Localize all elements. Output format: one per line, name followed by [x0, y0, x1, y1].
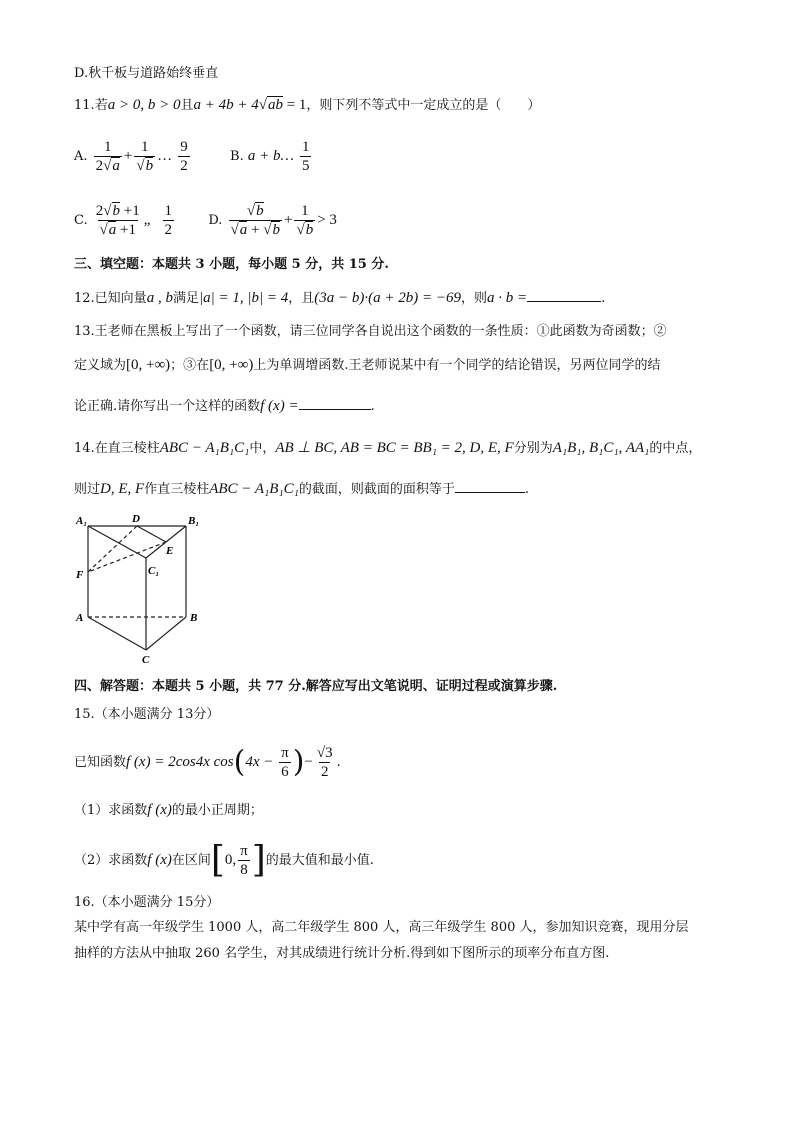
- q14-answer-blank[interactable]: [455, 480, 525, 493]
- q14-line1: 14.在直三棱柱ABC − A₁B₁C₁中，AB ⊥ BC, AB = BC = BB₁ = 2, D, E, F分别为A₁B₁, B₁C₁, AA₁的中点，: [74, 440, 702, 456]
- edge-b-c: [146, 617, 186, 650]
- section4-heading: 四、解答题：本题共 5 小题，共 77 分.解答应写出文笔说明、证明过程或演算步骤.: [74, 679, 558, 694]
- q12-stem: 12.已知向量a , b满足|a| = 1, |b| = 4，且(3a − b)·(a + 2b) = −69，则a · b = .: [74, 290, 606, 306]
- q11-option-a: A. $\frac{1}{2√a}$ + $\frac{1}{√b}$ … $\frac{9}{2}$: [74, 139, 188, 174]
- q11-stem: 11.若a > 0, b > 0且a + 4b + 4√ab = 1，则下列不等式中一定成立的是（ ）: [74, 97, 541, 113]
- q13-line1: 13.王老师在黑板上写出了一个函数，请三位同学各自说出这个函数的一条性质：①此函数为奇函数；②: [74, 324, 667, 339]
- q12-answer-blank[interactable]: [527, 289, 601, 302]
- q15-given: 已知函数f (x) = 2cos4x cos(4x − $\frac{\pi}{6}$ )− $\frac{√3}{2}$ .: [74, 744, 341, 780]
- q15-part1: （1）求函数f (x)的最小正周期；: [74, 802, 263, 818]
- q16-line1: 某中学有高一年级学生 1000 人，高二年级学生 800 人，高三年级学生 800 人，参加知识竞赛，现用分层: [74, 920, 689, 935]
- q15-part2: （2）求函数f (x)在区间[0, $\frac{\pi}{8}$ ]的最大值和最小值.: [74, 839, 374, 881]
- label-c: C: [142, 654, 150, 666]
- label-a1: A₁: [76, 515, 88, 527]
- q11-option-d: D. $\frac{√b}{√a + √b}$ + $\frac{1}{√b}$ > 3: [208, 203, 337, 238]
- label-a: A: [76, 612, 84, 624]
- q13-line2: 定义域为[0, +∞)；③在[0, +∞)上为单调增函数.王老师说某中有一个同学的结论错误，另两位同学的结: [74, 357, 661, 373]
- q13-line3: 论正确.请你写出一个这样的函数f (x) = .: [74, 398, 375, 414]
- label-f: F: [76, 569, 84, 581]
- label-b: B: [190, 612, 198, 624]
- label-b1: B₁: [188, 515, 200, 527]
- label-d: D: [132, 513, 140, 525]
- q13-answer-blank[interactable]: [299, 397, 371, 410]
- q11-option-b: B. a + b… $\frac{1}{5}$: [230, 139, 310, 174]
- q15-title: 15.（本小题满分 13分）: [74, 707, 220, 722]
- q16-line2: 抽样的方法从中抽取 260 名学生，对其成绩进行统计分析.得到如下图所示的顼率分布直方图.: [74, 946, 610, 961]
- q11-option-c: C. $\frac{2√b +1}{√a +1}$ „ $\frac{1}{2}$: [74, 203, 173, 238]
- q14-prism-figure: [70, 512, 210, 672]
- q11-options-cd: [74, 200, 337, 241]
- q11-options-ab: [74, 136, 313, 177]
- label-e: E: [166, 545, 174, 557]
- label-c1: C₁: [148, 565, 160, 577]
- section3-heading: 三、填空题：本题共 3 小题，每小题 5 分，共 15 分.: [74, 257, 389, 272]
- q10-option-d: D.秋千板与道路始终垂直: [74, 66, 219, 81]
- q16-title: 16.（本小题满分 15分）: [74, 895, 220, 910]
- edge-a-c: [88, 617, 146, 650]
- q14-line2: 则过D, E, F作直三棱柱ABC − A₁B₁C₁的截面，则截面的面积等于 .: [74, 481, 530, 497]
- segment-d-e: [137, 526, 166, 542]
